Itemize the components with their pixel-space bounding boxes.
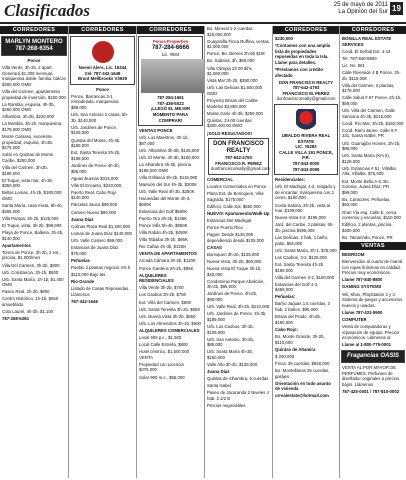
ponce-properties-ad [138, 36, 203, 126]
listing-item: Villa Tabaiba 3h-2b, $95K [139, 237, 188, 243]
ad-tel: 787-438-5022 [157, 100, 184, 106]
extra-item: Jardines de Ponce, 4h-2b, $98,000 [207, 291, 258, 303]
rent-item: Arcada Cámara 3h-2b, $110K [139, 258, 196, 264]
listing-item: Ponce, Barrancas 3-1 remodelada, marquesina $89,000 [71, 93, 119, 111]
rent-heading: VENTA DE APARTAMENTOS [139, 251, 197, 257]
listing-item: Haciendas del Monte 4h-3, $600K [139, 196, 191, 207]
listing-item: Monte Camaso, excelente propiedad, esquina, 4h-3b, $275,000 [2, 134, 54, 151]
oasis-ad [341, 350, 405, 363]
extra2-item: Finca: 30 cuerdas, $550,000 [275, 360, 330, 366]
listing-item: Villa El Encanto, $220,000 [71, 182, 122, 188]
paper-name: La Opinión del Sur [338, 9, 388, 15]
ad-tel: 787-284-1661 [157, 95, 184, 101]
listing-item: Parcelas Jauca $99,000 [71, 202, 118, 208]
listings-col5 [273, 36, 339, 102]
listing-item: Villa Rabán 4h-3b, $450K [139, 230, 188, 236]
listing-item: Las Delicias, 2 hab, 1 baño, patio, $65,000 [275, 235, 329, 246]
extra2-item: 787-342-1648 [71, 298, 98, 304]
listing-item: Cond. Río Mar, 3h-2b, $160,000 [342, 120, 404, 126]
listing-item: Santa María, casa mixta, 6h-4b, $285,000 [2, 203, 63, 214]
date-text: 25 de mayo de 2011 [333, 2, 388, 8]
extra-item: Ext. Villa del Carmen, $800 [139, 299, 191, 305]
comercial-item: Plaza Ext. de Borinquen, Villa Sagrada, $175,000 [207, 191, 264, 202]
listing-item: Urb. El Monte, 4h-3b, $180,000 [139, 155, 199, 161]
agency-name: DON FRANCISCO REALTY [213, 141, 264, 155]
extra-heading: Cabo Rojo: [275, 326, 298, 332]
ad-phone: Cel. 787-342-1648 [84, 70, 121, 76]
top-title: BONILLA REAL ESTATE SERVICES [342, 36, 392, 47]
noemi-ad [70, 36, 135, 85]
ad-name: MARLYN MONTERO [5, 39, 63, 45]
rent-item: Estancias Del Madrigal [207, 217, 251, 223]
extra2-heading: Quintas de Altamira [275, 346, 316, 352]
listing-item: Puerto Real, Cabo Rojo $140,000 [71, 189, 117, 201]
extra2-item: Quintas de Alhambra, 5 cuerdas [207, 376, 269, 382]
listing-item: Urb. Santa María, 3h-1, $75,000 [275, 247, 337, 253]
listings-col5b [273, 177, 339, 399]
listing-item: Bo. Mineral 1-2 cuerdas $16,000,000 [207, 26, 253, 37]
extra-item: Urb. Los Almendros 3h-1b, $600 [139, 320, 201, 326]
town-heading: Ponce [96, 86, 109, 92]
listing-item: Urb. Estancias # 51, Villalba Alta, Villalba, $75,000 [342, 165, 396, 177]
oasis-line: VENTA AL POR MAYOR DE PERFUMES. Perfumes de diseñador originales a precios bajos. Llámenos [342, 364, 400, 387]
listing-item: Nueva Vista 4-2, $195,000 [275, 215, 326, 221]
oasis-text [340, 365, 406, 394]
listing-item: Ponce, Bo. Bernes 2h-6b $1M [207, 51, 265, 57]
column-5 [272, 26, 339, 478]
extra-item: $110,000 Bajo tas. [71, 271, 107, 277]
extra2-heading: Juana Díaz [207, 369, 230, 375]
header-rule [0, 22, 406, 24]
listing-item: Bo. Sabana, 3h, $60,000 [207, 58, 255, 64]
extra2-item: Orientación en todo asunto de vivienda [275, 380, 331, 392]
comp-heading: COMPUTER [342, 316, 367, 322]
rent-item: Colinas Plaza Real $1,500,000 [71, 223, 131, 229]
listing-item: Ext. Monte Bello A-5, Bo. Colonia, Juana Díaz, PR $99,000 [342, 178, 390, 195]
rent-item: Urb. Santa María, 1h-1b, $1,400 OMO [2, 276, 64, 288]
listing-item: Urb. Alhambra 3h-2b, $145,000 [139, 147, 199, 153]
listing-item: La Rambla, esquina, 4h-3b, $250,000 OMO [2, 101, 55, 113]
column-2 [68, 26, 136, 478]
section-bar: CORREDORES [0, 26, 68, 34]
contact-phone: 787-268-6354 [2, 316, 29, 322]
intro-line: *Contamos con una amplia lista de propiedades reposeídas en toda la Isla. Llame para detalles. [275, 43, 331, 65]
ad-license: LIC. #5283 [295, 144, 317, 150]
listing-item: Proyecto Brisas del Caribe Modelos $3,850,000 [207, 98, 258, 109]
rent-item: Coto Laurel, 4h-2b, $1,100 [2, 309, 54, 315]
agency-phone: 787-642-4793 [292, 85, 320, 91]
extra2-item: Listado de Casas Reposeídas. Llámenos [71, 286, 130, 297]
oasis-logo: Fragancias OASIS [346, 352, 400, 359]
town-heading: Ponce [27, 58, 41, 63]
listing-item: Los Caobos, 3-2, $125,000 [275, 254, 327, 260]
listing-item: Calle Riverside 4 B Ponce, 3h-2b, $115,000 [342, 69, 401, 81]
listing-item: Ext. Santa Teresita 3h-2b, $198,500 [71, 150, 121, 161]
extra-item: Nueva Vista, 3h-2b, $60,000 [207, 259, 262, 264]
listing-item: Urb. Valle Real 4h-3b, $350K [139, 189, 195, 194]
agency-name: DON FRANCISCO REALTY [278, 79, 334, 85]
listing-item: Estancias del Golf $580K [139, 208, 188, 214]
ventas-item: BEDROOM [342, 252, 365, 257]
ad-phone: 787-843-0000 [292, 161, 320, 166]
extra2-item: $ 200,000 [275, 353, 295, 359]
listing-item: Gran Vía esq. Calle E, cerca comercio y escuelas, $110,000 [342, 209, 401, 221]
price-top: $230,000 [275, 36, 293, 41]
extra-item: Villa Verde 3h-2b, $700 [139, 285, 184, 291]
rent-item: Urb. Constancia, 3h-1b, $600 [2, 269, 59, 275]
rent-item: Brisas del Prado, 4h-3b, $190,000 [275, 314, 322, 325]
extra2-item: Paseo de Jacaranda 2 Niveles 4 hab. 2.1/2 B [207, 390, 269, 401]
listing-item: Villa del Carmen, 2 plantas, $179,000 [342, 82, 395, 94]
page-header [0, 0, 406, 24]
top-line: Tel. 787-840-8800 [342, 55, 377, 61]
extra-item: Urb. Santa Teresita 3h-2b, $650 [139, 306, 200, 312]
date-info [334, 2, 388, 16]
top-line: Lic. No. 981 [342, 62, 365, 68]
listing-item: El Tuque, vista, 3h-2b, $99,000 [2, 222, 62, 228]
listing-item: Solar en Quintas de Monte Caribe, $350,000 [2, 152, 54, 163]
extra2-item: Propiedad con Licencia $375,000 [139, 361, 184, 373]
listings-col4 [205, 26, 272, 409]
listing-item: Urb. Villa del Carmen, Calle Sansona 4h-3b, $215,000 [342, 108, 395, 119]
extra2-item: Bo. Montellanos 25 cuerdas, garajes [275, 367, 330, 379]
listing-item: Monte Carlo 4h-3b, $250,000 [207, 110, 263, 116]
extra2-item: Local Calle Estrella, $800 [139, 342, 188, 348]
ventas-item: Llame 787-840-8800 [342, 277, 383, 283]
marlyn-ad [1, 36, 67, 56]
sold-note: ¡SOLD RESULTADOS! [207, 130, 252, 136]
comp-item: Venta de computadoras y reparación de equipo. Precios económicos. Llámenos al [342, 324, 400, 341]
extra-item: Bo. Monte Grande, 3h-2b, $110,000 [275, 333, 325, 345]
ad-phone: 787-284-6666 [151, 44, 190, 51]
rent-item: Villa Del Carmen, 3h-2b, $800 [2, 262, 60, 268]
listing-item: Camino Nuevo $80,000 [71, 209, 117, 215]
listing-item: Cond. Rami Jaune, Calle 9 # 331, Santa Isabel, PR [342, 127, 397, 139]
listing-item: Bo. Caracoles, Peñuelas, $60,000 [342, 196, 391, 208]
section-title: Clasificados [4, 1, 90, 20]
ventas-item: Bienvenidos al cuarto de mamá con ropas finísimas en calidad. Precios muy económicos. [342, 259, 403, 276]
ad-phone: 787-843-0099 [292, 166, 320, 172]
listing-item: Villa del Carmen, apartamento propiedad de inversión, $160,000 [2, 88, 66, 100]
rent-item: Barrio Jaguas 1.5 cuerdas, 3 hab, 2 baños, $95,000 [275, 301, 330, 313]
balloon-logo-icon [296, 109, 316, 131]
games-heading: GAMING SYSTEMS [342, 284, 382, 290]
listing-item: Urb. El Madrigal, 4-2, relajado y de encantar, marquesina con 2 ceres, $180,000 [275, 184, 336, 201]
extra-item: Valle Alto 3h-2b, $135,000 [207, 362, 258, 367]
listing-item: La Alhambra 4h-3b, piscina $198,000 OMO [139, 162, 192, 173]
listing-item: Urb. Santa María (Km 5), $128,000 [342, 153, 390, 164]
listing-item: Urb. Jardines de Ponce, $109,000 [71, 124, 118, 136]
extra-item: Condominio Parque Abolición, 3h-2b, $95,000 [207, 278, 265, 290]
listing-item: La Rambla, 3h-2h, marquesina, $179,000 OMO [2, 121, 63, 133]
listing-item: Jard. del Caribe, 2 plantas, 5h-3b, piscina $395,000 [275, 222, 334, 233]
extra2-item: Precios negociables [207, 403, 246, 409]
section-bar: CORREDORES [273, 26, 339, 34]
ventas-bar: VENTAS [340, 242, 406, 250]
listing-item: Urb. San Antonio 2 casas, 5h-3b, $140,000 [71, 112, 129, 123]
extra-item: Los Caobos 3h-2b, $750 [139, 292, 187, 298]
rent-item: Ponce Gardens 2h-2b, $95K [139, 265, 194, 271]
extra-heading: Peñuelas [71, 257, 90, 263]
listing-item: Villa Pampa, 3h-2b, $125,000 [2, 215, 59, 221]
don-francisco-ad [208, 138, 269, 175]
listing-item: Villa Verde, 3h-2b, 2 apart. Generará $1,300 mensual, marquesina doble, familia, balcón $280,000 OMO [2, 65, 67, 87]
listing-item: Quintas del Monte, 4h-3b, $189,000 [71, 137, 121, 149]
listing-item: Playa de Ponce, Ballena, 3h-2b, $140,000 [2, 230, 64, 241]
agency-phone: 787-642-4793 [225, 155, 252, 161]
rent-heading: Apartamentos [2, 242, 31, 248]
ad-company: Brunt Mellbrooks V3939 [78, 76, 127, 82]
listing-item: Bellas Lomas, 4h-2b, $180,000 OMO [2, 190, 62, 202]
agency-logo-icon [92, 41, 114, 63]
town-heading: VENTAS PONCE [139, 128, 173, 134]
agency-agent: FRANCISCO M. PEREZ [282, 90, 330, 96]
listing-item: Urb. Los Maestros, 3h-1b, $87,000 [139, 135, 189, 146]
listings-col3 [137, 128, 204, 380]
listing-item: Vista Mar 3h-2b, $390,000 [207, 78, 258, 84]
ad-license: Lic. #584 [161, 51, 180, 57]
section-bar: CORREDORES [340, 26, 406, 34]
listing-item: Guayanilla Finca Ruffina, ventas $1,000,000 [207, 38, 269, 50]
section-bar: CORREDORES [137, 26, 204, 34]
rent-item: Ponce Puerto Rico [207, 225, 243, 231]
extra-item: Urb. Buena Vista 3h-2b, $850 [139, 313, 196, 319]
comercial-item: Locales Comerciales en Ponce [207, 183, 267, 189]
extra2-item: Solar 900 m.c., $55,000 [139, 374, 185, 380]
listings-col1 [0, 58, 68, 322]
page-number: 19 [390, 2, 403, 15]
extra-item: Urb. San Antonio, 3h-2b, $85,000 [207, 336, 255, 348]
extra-item: Urb. Los Caobos, 3h-1b, $109,000 [207, 323, 254, 335]
rent-item: Urb. Valle Costero $99,000 [71, 237, 123, 243]
section-bar: CORREDORES [69, 26, 136, 34]
comercial-heading: COMERCIAL [207, 176, 234, 182]
extra-item: Urb. Santa María 4h-3b, $160,000 [207, 349, 254, 360]
rent-item: Torres de Ponce, 3h-2b, 2 est., piscina, $1,000/mes [2, 249, 61, 261]
extra2-item: Local 600 p.c., $1,500 [139, 334, 182, 340]
rent-heading: NUEVO! Apartamento/Walk-Up [207, 210, 270, 216]
listing-item: Ext. Santa Teresita 4h-2b $189,000 [275, 261, 324, 273]
extra2-item: Santa Isabel [207, 383, 231, 389]
rent-item: Paseo Real, 2h-2b, $800 [2, 289, 50, 295]
rent-heading: Juana Díaz [71, 216, 94, 222]
listing-item: Rio Cañas 4h-3b, $120K [139, 244, 187, 250]
listing-item: El Tuque, vista mar, 4h-3b, $350,000 [2, 177, 54, 189]
listing-item: Alhambra, 3h-2b, $220,000 [2, 114, 55, 120]
comp-item: Llame al 1-800-775-0001 [342, 342, 391, 348]
rent-item: Pagos: Desde $130,000 dependiendo desde $105,000 [207, 232, 264, 243]
listing-item: Urb. Guanajibo Homes, 3h-2b, $89,000 [342, 140, 401, 152]
ad-address: CALLE VILLA 191 PONCE, P.R. [279, 149, 333, 161]
agency-email: donfranciscorealty@gmail.com [211, 166, 270, 172]
rent-item: Estancias de Juana Díaz $75,000 [71, 245, 119, 256]
listing-item: Villa del Carmen, 3h-2b, $199,000 [2, 165, 49, 176]
extra2-item: urrealestate@hotmail.com [275, 393, 329, 399]
column-3 [136, 26, 204, 478]
listing-item: Puerto Oro 3h-2b, $135K [139, 215, 188, 221]
listing-item: Edificio, 2 plantas, piscina, $400,000 [342, 222, 393, 233]
extra-heading: ALQUILERES RESIDENCIALES [139, 272, 174, 284]
extra-item: Nueva Vista El Tuque 3h-1b, $40,000 [207, 266, 262, 277]
extra2-heading: Río Grande [71, 279, 95, 284]
listing-item: Quintas, 24-00 cuerdas $300,400.00 OMO [207, 117, 252, 129]
listings-col6 [340, 36, 406, 241]
listing-item: Calle Salud # 67 Ponce, 2h-1b, $59,000 [342, 95, 402, 106]
intro-line: *Préstamos con crédito afectado [275, 66, 323, 78]
column-6 [339, 26, 406, 478]
listing-item: Estancias del Golf 4-3, $450,000 [275, 281, 319, 293]
agency-email: donfranciscorealty@gmail.com [276, 96, 336, 102]
ad-slogan: ¡LLEGÓ EL MEJOR MOMENTO PARA COMPRAR! [150, 106, 191, 123]
listing-item: Villa del Carmen 3-2, $160,000 [275, 274, 335, 280]
rent-item: Lomas de Juana Díaz $140,000 [71, 230, 132, 236]
oasis-line: 787-425-0001 / 787-810-0002 [342, 388, 400, 394]
ubaldo-rivera-ad [274, 104, 338, 175]
extra2-heading: ALQUILERES COMERCIALES [139, 327, 200, 333]
ventas-list [340, 252, 406, 348]
town-heading: Residenciales: [275, 177, 306, 183]
extra2-item: Hotel céntrico, $1,500,000 VENTA [139, 349, 190, 360]
games-item: Llame 787-431-5500 [342, 309, 383, 315]
rent-heading: Peñuelas: [275, 294, 296, 300]
listing-item: Ponce Hills 5h-4b, $960K [139, 222, 188, 228]
column-1 [0, 26, 68, 478]
rent-item: Centro Histórico, 1h-1b, $650 amueblado [2, 296, 59, 308]
agency-agent: FRANCISCO R. PEREZ [215, 160, 262, 166]
listing-item: Urb. Las Delicias $1,600,000 OMO [207, 85, 263, 96]
listing-item: Villa Grillasca 3h-2b, $115,000 [139, 174, 198, 180]
column-4 [204, 26, 272, 478]
ad-name: Noemí Alers, Lic. 16344 [78, 65, 127, 70]
top-line: Cond. El Serbal Ext. 4-14 [342, 48, 391, 54]
extra-heading: CASAS [207, 244, 223, 250]
games-item: Wii, Xbox, PlayStation 2 y 3. Sistema de juegos y accesorios nuevos y usados. [342, 291, 403, 308]
extra-item: Borinquen 3h-2b, $125,000 [207, 251, 260, 257]
listing-item: Mansión del Sur 4h-3b, $300K [139, 181, 198, 187]
extra-item: Urb. Jardines de Ponce, 4h-3b, $189,000 [207, 311, 267, 322]
ad-brand: Ponce Properties [152, 39, 189, 44]
house-photo [141, 59, 204, 93]
listing-item: Jardines de Ponce 4h-3b, $85,000 [71, 162, 120, 174]
agency-block [275, 80, 337, 102]
ad-phone: 787-268-6354 [15, 46, 53, 52]
listing-item: Villa Olimpia 23 00 tkhs $1,060,000 [207, 65, 252, 77]
comercial-item: Edificio, Calle Sol, $650,000 [207, 203, 261, 209]
listing-item: Bo. Tamarindo, Ponce, PR [342, 234, 393, 240]
extra-item: Urb. Valle Real, 3h-2b, $210,000 [207, 304, 270, 310]
listings-col2 [69, 87, 136, 305]
listing-item: Costa Sabina, 3h-2b, vista al mar, $199,000 [275, 202, 330, 214]
ad-brand: UBALDO RIVERA REAL ESTATE [281, 133, 331, 144]
extra-item: Pueblo 2 plantas negocio 4-5 h [71, 264, 131, 270]
listing-item: Aguas Buenas $315,000 [71, 175, 119, 181]
